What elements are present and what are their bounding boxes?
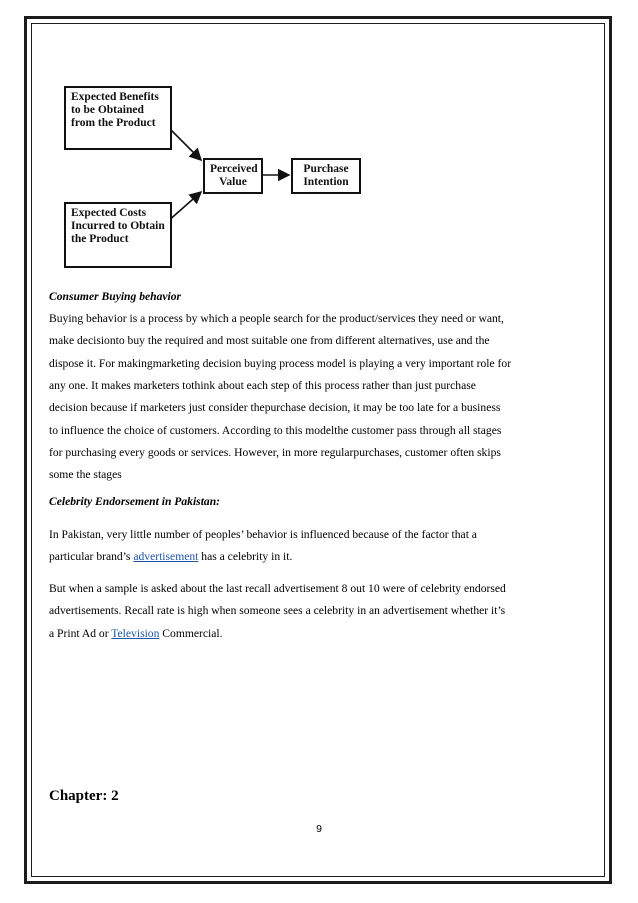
- pakistan-para-line-1: In Pakistan, very little number of peoples’ behavior is influenced because of the factor that a: [49, 528, 477, 541]
- consumer-para-line-1: Buying behavior is a process by which a people search for the product/services they need or want,: [49, 312, 504, 325]
- chapter-title: Chapter: 2: [49, 788, 119, 804]
- consumer-para-line-6: to influence the choice of customers. According to this modelthe customer pass through all stages: [49, 424, 502, 437]
- consumer-para-line-2: make decisionto buy the required and most suitable one from different alternatives, use and the: [49, 334, 490, 347]
- recall-para-line-1: But when a sample is asked about the last recall advertisement 8 out 10 were of celebrity endorsed: [49, 582, 506, 595]
- benefits-line-2: to be Obtained: [71, 104, 144, 116]
- consumer-para-line-4: any one. It makes marketers tothink about each step of this process rather than just purchase: [49, 379, 476, 392]
- perceived-line-2: Value: [219, 176, 247, 188]
- pakistan-para-line-2-end: has a celebrity in it.: [198, 550, 293, 563]
- recall-para-line-2: advertisements. Recall rate is high when someone sees a celebrity in an advertisement whether it’s: [49, 604, 506, 617]
- costs-line-2: Incurred to Obtain: [71, 220, 165, 232]
- consumer-para-line-5: decision because if marketers just consider thepurchase decision, it may be too late for a business: [49, 401, 501, 414]
- benefits-line-1: Expected Benefits: [71, 91, 159, 103]
- costs-line-1: Expected Costs: [71, 207, 147, 219]
- pakistan-para-line-2: [49, 546, 569, 569]
- expected-costs-box: [64, 202, 172, 268]
- consumer-para-line-7: for purchasing every goods or services. However, in more regularpurchases, customer often skips: [49, 446, 501, 459]
- benefits-line-3: from the Product: [71, 117, 156, 129]
- recall-para-line-3: [49, 623, 569, 646]
- pakistan-para-line-2-text: particular brand’s: [49, 550, 134, 563]
- purchase-intention-box: [291, 158, 361, 194]
- purchase-intention-diagram: [55, 80, 375, 280]
- intention-line-1: Purchase: [303, 163, 349, 175]
- perceived-value-box: [203, 158, 263, 194]
- page-number: 9: [316, 823, 322, 835]
- consumer-para-line-8: some the stages: [49, 468, 122, 481]
- consumer-para-line-3: dispose it. For makingmarketing decision buying process model is playing a very important role for: [49, 357, 512, 370]
- intention-line-2: Intention: [303, 176, 349, 188]
- expected-benefits-box: [64, 86, 172, 150]
- recall-para-line-3-text: a Print Ad or: [49, 627, 112, 640]
- costs-line-3: the Product: [71, 233, 129, 245]
- recall-para-line-3-end: Commercial.: [159, 627, 223, 640]
- celebrity-endorsement-heading: Celebrity Endorsement in Pakistan:: [49, 495, 221, 508]
- perceived-line-1: Perceived: [210, 163, 258, 175]
- advertisement-link[interactable]: advertisement: [133, 550, 199, 563]
- consumer-buying-heading: Consumer Buying behavior: [49, 290, 182, 303]
- television-link[interactable]: Television: [111, 627, 160, 640]
